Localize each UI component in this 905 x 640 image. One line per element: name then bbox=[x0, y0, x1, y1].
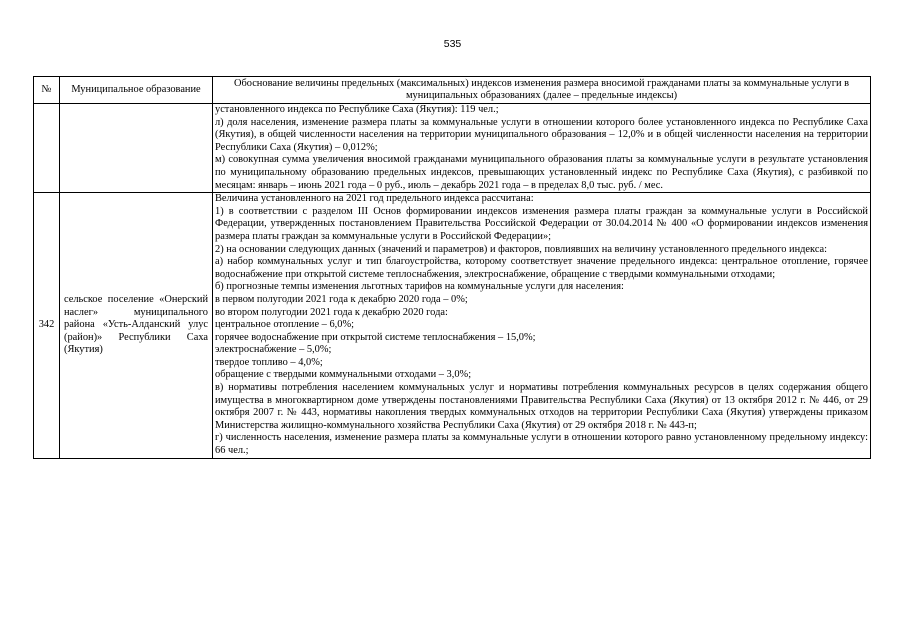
table-row bbox=[34, 193, 871, 458]
row-number bbox=[34, 104, 60, 193]
justification-line: в) нормативы потребления населением коммунальных услуг и нормативы потребления коммунальных ресурсов в целях содержания общего имущества в многоквартирном доме утверждены постановлениями Правительства Республики Саха (Якутия) от 13 октября 2012 г. № 446, от 29 октября 2007 г. № 443, нормативы накопления твердых коммунальных отходов на территории Республики Саха (Якутия) утверждены приказом Министерства жилищно-коммунального хозяйства Республики Саха (Якутия) от 29 октября 2018 г. № 443-п; bbox=[215, 382, 868, 431]
header-number: № bbox=[34, 77, 60, 104]
justification-line: установленного индекса по Республике Саха (Якутия): 119 чел.; bbox=[215, 104, 499, 115]
row-number: 342 bbox=[34, 193, 60, 458]
header-justification: Обоснование величины предельных (максимальных) индексов изменения размера вносимой гражданами платы за коммунальные услуги в муниципальных образованиях (далее – предельные индексы) bbox=[213, 77, 871, 104]
page-number: 535 bbox=[443, 38, 462, 50]
justification-line: б) прогнозные темпы изменения льготных тарифов на коммунальные услуги для населения: bbox=[215, 281, 624, 293]
justification-line: 1) в соответствии с разделом III Основ формировании индексов изменения размера платы граждан за коммунальные услуги в Российской Федерации, утвержденных постановлением Правительства Российской Федерации от 30.04.2014 № 400 «О формировании индексов изменения размера платы граждан за коммунальные услуги в Российской Федерации»; bbox=[215, 205, 868, 242]
justification-line: горячее водоснабжение при открытой системе теплоснабжения – 15,0%; bbox=[215, 331, 536, 343]
justification-line: м) совокупная сумма увеличения вносимой гражданами муниципального образования платы за коммунальные услуги в результате установления по муниципальному образованию предельных индексов, превышающих установленный индекс по Республике Саха (Якутия), с разбивкой по месяцам: январь – июнь 2021 года – 0 руб., июль – декабрь 2021 года – в пределах 8,0 тыс. руб. / мес. bbox=[215, 154, 868, 191]
row-justification bbox=[213, 193, 871, 458]
justification-line: г) численность населения, изменение размера платы за коммунальные услуги в отношении которого равно установленному предельному индексу: 66 чел.; bbox=[215, 432, 868, 457]
justification-line: 2) на основании следующих данных (значений и параметров) и факторов, повлиявших на величину установленного предельного индекса: bbox=[215, 243, 828, 255]
justification-line: Величина установленного на 2021 год предельного индекса рассчитана: bbox=[215, 193, 534, 205]
justification-line: а) набор коммунальных услуг и тип благоустройства, которому соответствует значение предельного индекса: центральное отопление, горячее водоснабжение при открытой системе теплоснабжения, электроснабжение, обращение с твердыми коммунальными отходами; bbox=[215, 256, 868, 280]
justification-line: во втором полугодии 2021 года к декабрю 2020 года: bbox=[215, 306, 448, 318]
row-municipality: сельское поселение «Онерский наслег» муниципального района «Усть-Алданский улус (район)» Республики Саха (Якутия) bbox=[60, 193, 213, 458]
justification-line: в первом полугодии 2021 года к декабрю 2020 года – 0%; bbox=[215, 293, 468, 305]
justification-line: электроснабжение – 5,0%; bbox=[215, 344, 332, 356]
tariff-index-table bbox=[33, 76, 871, 459]
table-header-row bbox=[34, 77, 871, 104]
row-municipality bbox=[60, 104, 213, 193]
justification-line: л) доля населения, изменение размера платы за коммунальные услуги в отношении которого более установленного индекса по Республике Саха (Якутия), в общей численности населения на территории муниципального образования – 12,0% и в общей численности населения на территории Республики Саха (Якутия) – 0,012%; bbox=[215, 116, 868, 153]
row-justification bbox=[213, 104, 871, 193]
justification-line: обращение с твердыми коммунальными отходами – 3,0%; bbox=[215, 369, 472, 381]
table-row bbox=[34, 104, 871, 193]
header-municipality: Муниципальное образование bbox=[60, 77, 213, 104]
justification-line: твердое топливо – 4,0%; bbox=[215, 356, 323, 368]
justification-line: центральное отопление – 6,0%; bbox=[215, 319, 354, 331]
